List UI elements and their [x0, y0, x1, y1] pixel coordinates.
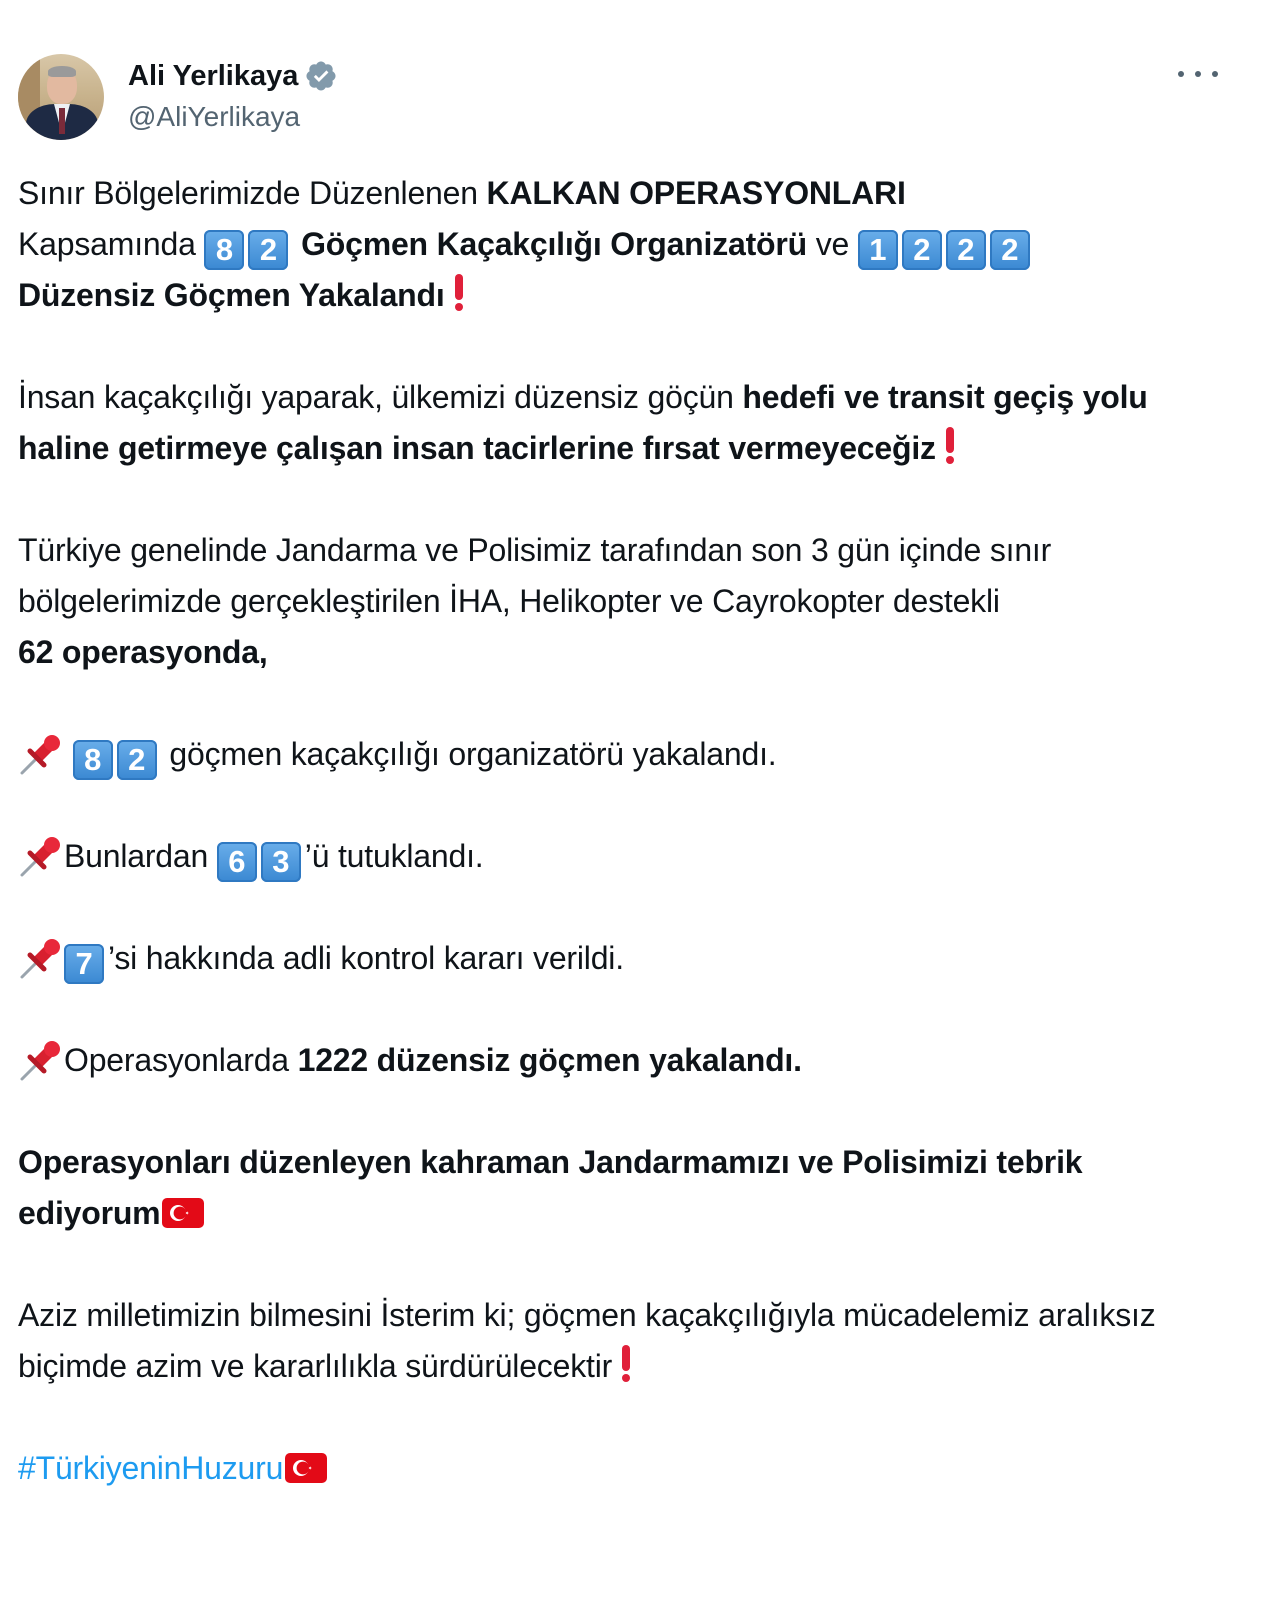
tweet-text — [18, 168, 1233, 1494]
paragraph-statement — [18, 372, 1233, 474]
keycap-digit: 3 — [261, 842, 301, 882]
bold-text: hedefi ve transit geçiş yolu haline getirmeye çalışan insan tacirlerine fırsat vermeyeceğiz — [18, 379, 1148, 466]
verified-badge-icon[interactable] — [304, 59, 338, 93]
text: İnsan kaçakçılığı yaparak, ülkemizi düzensiz göçün — [18, 379, 743, 415]
keycap-digit: 2 — [902, 230, 942, 270]
text: ’ü tutuklandı. — [304, 838, 484, 874]
bold-text: Düzensiz Göçmen Yakalandı — [18, 277, 445, 313]
keycap-digit: 2 — [248, 230, 288, 270]
paragraph-judicial-control — [18, 933, 1233, 984]
text: Kapsamında — [18, 226, 205, 262]
paragraph-hashtag — [18, 1443, 1233, 1494]
bold-text: Operasyonları düzenleyen kahraman Jandarmamızı ve Polisimizi tebrik ediyorum — [18, 1144, 1083, 1231]
paragraph-operations — [18, 525, 1233, 678]
author-info — [128, 58, 338, 136]
text: ’si hakkında adli kontrol kararı verildi. — [108, 940, 624, 976]
paragraph-headline — [18, 168, 1233, 321]
paragraph-arrested — [18, 831, 1233, 882]
bold-text: 1222 düzensiz göçmen yakalandı. — [297, 1042, 802, 1078]
more-options-icon[interactable] — [1178, 62, 1218, 86]
keycap-digit: 2 — [117, 740, 157, 780]
paragraph-closing — [18, 1290, 1233, 1392]
keycap-digit: 2 — [946, 230, 986, 270]
keycap-digit: 8 — [204, 230, 244, 270]
text: göçmen kaçakçılığı organizatörü yakalandı. — [160, 736, 777, 772]
exclamation-icon — [620, 1343, 632, 1383]
bold-text: Göçmen Kaçakçılığı Organizatörü — [292, 226, 808, 262]
text: Sınır Bölgelerimizde Düzenlenen — [18, 175, 487, 211]
pushpin-icon — [18, 833, 64, 879]
bold-text: 62 operasyonda, — [18, 634, 268, 670]
turkey-flag-icon — [285, 1453, 327, 1483]
hashtag-link[interactable]: #TürkiyeninHuzuru — [18, 1450, 284, 1486]
author-display-name[interactable]: Ali Yerlikaya — [128, 60, 299, 92]
tweet-header — [18, 54, 338, 140]
avatar[interactable] — [18, 54, 104, 140]
keycap-digit: 1 — [858, 230, 898, 270]
text: Aziz milletimizin bilmesini İsterim ki; göçmen kaçakçılığıyla mücadelemiz aralıksız biçimde azim ve kararlılıkla sürdürülecektir — [18, 1297, 1156, 1384]
bold-text: KALKAN OPERASYONLARI — [486, 175, 906, 211]
keycap-digit: 2 — [990, 230, 1030, 270]
text: Operasyonlarda — [64, 1042, 298, 1078]
paragraph-organizers — [18, 729, 1233, 780]
pushpin-icon — [18, 731, 64, 777]
exclamation-icon — [453, 272, 465, 312]
exclamation-icon — [944, 425, 956, 465]
keycap-digit: 8 — [73, 740, 113, 780]
turkey-flag-icon — [162, 1198, 204, 1228]
paragraph-migrants-caught — [18, 1035, 1233, 1086]
paragraph-congratulations — [18, 1137, 1233, 1239]
text: Bunlardan — [64, 838, 217, 874]
pushpin-icon — [18, 1037, 64, 1083]
pushpin-icon — [18, 935, 64, 981]
keycap-digit: 7 — [64, 944, 104, 984]
text: Türkiye genelinde Jandarma ve Polisimiz tarafından son 3 gün içinde sınır bölgelerimizde gerçekleştirilen İHA, Helikopter ve Cayrokopter destekli — [18, 532, 1052, 619]
author-handle[interactable]: @AliYerlikaya — [128, 101, 301, 132]
text: ve — [807, 226, 858, 262]
keycap-digit: 6 — [217, 842, 257, 882]
